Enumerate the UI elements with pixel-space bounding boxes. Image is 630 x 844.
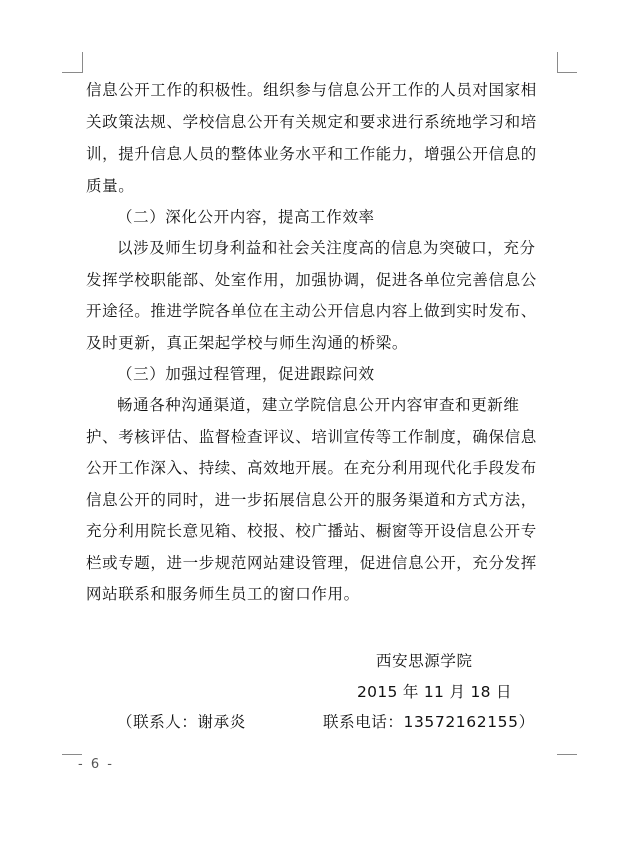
contact-person: （联系人：谢承炎	[117, 713, 246, 731]
signature-date: 2015 年 11 月 18 日	[357, 683, 512, 701]
body-line: 开途径。推进学院各单位在主动公开信息内容上做到实时发布、	[86, 302, 537, 320]
body-line: 公开工作深入、持续、高效地开展。在充分利用现代化手段发布	[86, 459, 537, 477]
body-line: 及时更新，真正架起学校与师生沟通的桥梁。	[86, 334, 409, 352]
body-line: 以涉及师生切身利益和社会关注度高的信息为突破口，充分	[117, 239, 536, 257]
body-line: 护、考核评估、监督检查评议、培训宣传等工作制度，确保信息	[86, 428, 537, 446]
body-line: 发挥学校职能部、处室作用，加强协调，促进各单位完善信息公	[86, 271, 537, 289]
signature-institution: 西安思源学院	[376, 652, 473, 670]
crop-mark-top-left-v	[82, 52, 83, 73]
crop-mark-bottom-right-h	[557, 754, 577, 755]
section-heading: （三）加强过程管理，促进跟踪问效	[117, 365, 375, 383]
crop-mark-top-left-h	[62, 72, 82, 73]
body-line: 训，提升信息人员的整体业务水平和工作能力，增强公开信息的	[86, 145, 537, 163]
crop-mark-top-right-h	[557, 72, 577, 73]
body-line: 充分利用院长意见箱、校报、校广播站、橱窗等开设信息公开专	[86, 522, 537, 540]
crop-mark-top-right-v	[557, 52, 558, 73]
body-line: 栏或专题，进一步规范网站建设管理，促进信息公开，充分发挥	[86, 554, 537, 572]
body-line: 信息公开工作的积极性。组织参与信息公开工作的人员对国家相	[86, 81, 537, 99]
body-line: 网站联系和服务师生员工的窗口作用。	[86, 585, 360, 603]
body-line: 信息公开的同时，进一步拓展信息公开的服务渠道和方式方法，	[86, 491, 537, 509]
section-heading: （二）深化公开内容，提高工作效率	[117, 208, 375, 226]
body-line: 关政策法规、学校信息公开有关规定和要求进行系统地学习和培	[86, 113, 537, 131]
contact-phone: 联系电话：13572162155）	[323, 713, 535, 731]
body-line: 质量。	[86, 177, 135, 195]
crop-mark-bottom-left-h	[62, 754, 82, 755]
body-line: 畅通各种沟通渠道，建立学院信息公开内容审查和更新维	[117, 396, 520, 414]
page-number: - 6 -	[78, 757, 114, 772]
